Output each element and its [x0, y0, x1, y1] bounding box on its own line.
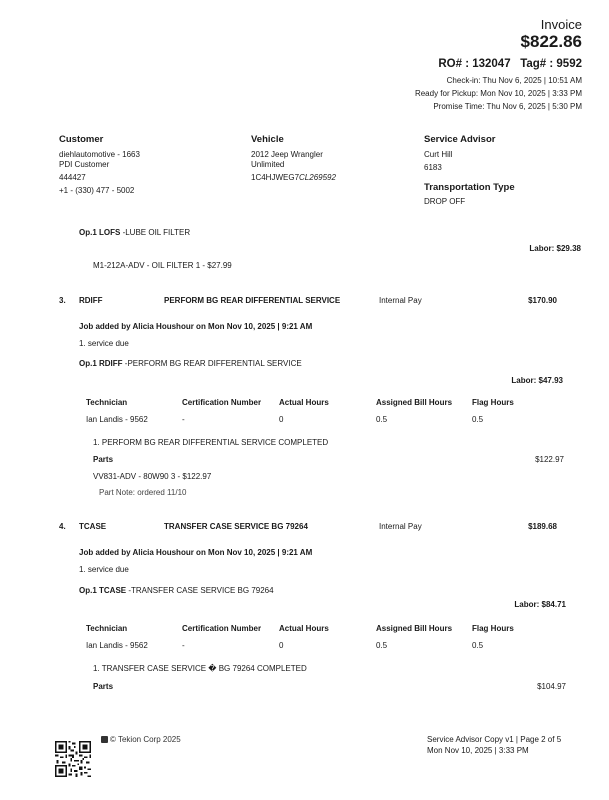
job3-correction: 1. PERFORM BG REAR DIFFERENTIAL SERVICE COMPLETED [93, 438, 329, 447]
job4-actual-value: 0 [279, 641, 284, 650]
job3-added-by: Job added by Alicia Houshour on Mon Nov 10, 2025 | 9:21 AM [79, 322, 313, 331]
footer-copyright-line [101, 735, 181, 744]
job4-actual-header: Actual Hours [279, 624, 329, 633]
job3-concern: 1. service due [79, 339, 129, 348]
transport-heading: Transportation Type [424, 182, 515, 193]
job3-parts-label: Parts [93, 455, 114, 464]
job3-tech-header: Technician [86, 398, 128, 407]
customer-heading: Customer [59, 134, 104, 145]
vin-suffix: CL269592 [299, 173, 336, 182]
job4-number: 4. [59, 522, 66, 531]
job3-tech-name: Ian Landis - 9562 [86, 415, 148, 424]
job4-op-line [79, 586, 274, 595]
ready-time: Ready for Pickup: Mon Nov 10, 2025 | 3:33 PM [414, 89, 582, 98]
job3-number: 3. [59, 296, 66, 305]
tag-number: Tag# : 9592 [520, 58, 582, 70]
invoice-total: $822.86 [520, 32, 582, 51]
transport-type: DROP OFF [424, 197, 466, 206]
vehicle-vin [251, 173, 336, 182]
job4-pay-type: Internal Pay [379, 522, 422, 531]
job4-flag-header: Flag Hours [472, 624, 514, 633]
advisor-number: 6183 [424, 163, 442, 172]
job4-tech-name: Ian Landis - 9562 [86, 641, 148, 650]
job4-cert-value: - [182, 641, 185, 650]
job3-assigned-header: Assigned Bill Hours [376, 398, 453, 407]
tekion-logo-icon [101, 736, 108, 743]
advisor-name: Curt Hill [424, 150, 453, 159]
job4-total: $189.68 [528, 522, 557, 531]
job4-assigned-header: Assigned Bill Hours [376, 624, 453, 633]
footer-copyright: © Tekion Corp 2025 [110, 735, 181, 744]
job4-labor: Labor: $84.71 [514, 600, 566, 609]
vin-prefix: 1C4HJWEG7 [251, 173, 300, 182]
vehicle-line1: 2012 Jeep Wrangler [251, 150, 323, 159]
ro-tag-line [438, 58, 582, 70]
prev-part: M1-212A-ADV - OIL FILTER 1 - $27.99 [93, 261, 232, 270]
job4-op-desc: -TRANSFER CASE SERVICE BG 79264 [126, 586, 274, 595]
job4-added-by: Job added by Alicia Houshour on Mon Nov 10, 2025 | 9:21 AM [79, 548, 313, 557]
job4-cert-header: Certification Number [182, 624, 262, 633]
job3-op-line [79, 359, 302, 368]
job4-parts-label: Parts [93, 682, 114, 691]
job3-part-note: Part Note: ordered 11/10 [99, 488, 187, 497]
customer-id: 444427 [59, 173, 86, 182]
job3-parts-total: $122.97 [535, 455, 564, 464]
job4-correction: 1. TRANSFER CASE SERVICE � BG 79264 COMPLETED [93, 664, 307, 673]
job3-flag-header: Flag Hours [472, 398, 514, 407]
footer-copy-info: Service Advisor Copy v1 | Page 2 of 5 [427, 735, 562, 744]
job3-flag-value: 0.5 [472, 415, 484, 424]
checkin-time: Check-in: Thu Nov 6, 2025 | 10:51 AM [446, 76, 582, 85]
job3-cert-header: Certification Number [182, 398, 262, 407]
job3-op-desc: -PERFORM BG REAR DIFFERENTIAL SERVICE [122, 359, 302, 368]
prev-op-line [79, 228, 190, 237]
job3-title: PERFORM BG REAR DIFFERENTIAL SERVICE [164, 296, 341, 305]
job4-assigned-value: 0.5 [376, 641, 388, 650]
advisor-heading: Service Advisor [424, 134, 496, 145]
job4-flag-value: 0.5 [472, 641, 484, 650]
footer-printed-time: Mon Nov 10, 2025 | 3:33 PM [427, 746, 529, 755]
customer-type: PDI Customer [59, 160, 110, 169]
job4-concern: 1. service due [79, 565, 129, 574]
document-type: Invoice [540, 17, 582, 32]
prev-op-desc: -LUBE OIL FILTER [120, 228, 191, 237]
job3-total: $170.90 [528, 296, 557, 305]
prev-op-code: Op.1 LOFS [79, 228, 121, 237]
ro-number: RO# : 132047 [438, 58, 511, 70]
prev-labor: Labor: $29.38 [529, 244, 581, 253]
qr-code [55, 741, 91, 777]
job3-actual-header: Actual Hours [279, 398, 329, 407]
job4-tech-header: Technician [86, 624, 128, 633]
job3-actual-value: 0 [279, 415, 284, 424]
promise-time: Promise Time: Thu Nov 6, 2025 | 5:30 PM [433, 102, 582, 111]
job3-cert-value: - [182, 415, 185, 424]
job3-code: RDIFF [79, 296, 103, 305]
job4-parts-total: $104.97 [537, 682, 566, 691]
job3-pay-type: Internal Pay [379, 296, 422, 305]
job3-labor: Labor: $47.93 [511, 376, 563, 385]
customer-phone: +1 - (330) 477 - 5002 [59, 186, 135, 195]
vehicle-line2: Unlimited [251, 160, 285, 169]
job4-op-code: Op.1 TCASE [79, 586, 127, 595]
job3-assigned-value: 0.5 [376, 415, 388, 424]
job4-code: TCASE [79, 522, 107, 531]
vehicle-heading: Vehicle [251, 134, 284, 145]
job3-part: VV831-ADV - 80W90 3 - $122.97 [93, 472, 212, 481]
job3-op-code: Op.1 RDIFF [79, 359, 123, 368]
job4-title: TRANSFER CASE SERVICE BG 79264 [164, 522, 308, 531]
customer-name: diehlautomotive - 1663 [59, 150, 140, 159]
